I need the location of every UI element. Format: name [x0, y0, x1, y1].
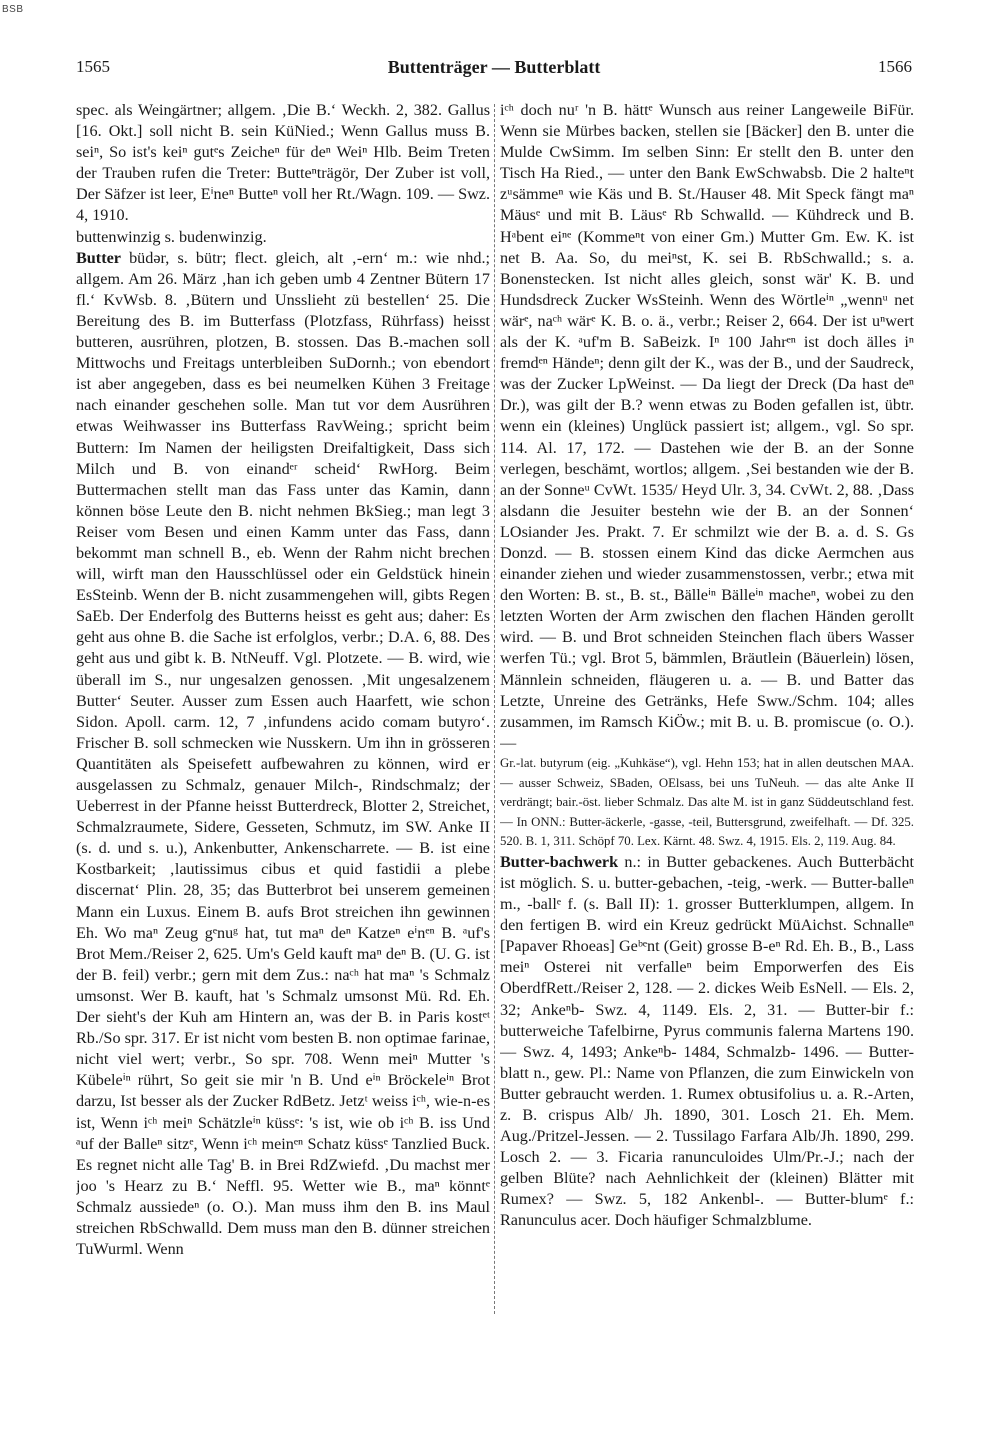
column-divider: [494, 104, 495, 1314]
entry-headword: Butter-bachwerk: [500, 852, 619, 871]
running-title: Buttenträger — Butterblatt: [387, 57, 601, 77]
entry: [76, 248, 490, 1261]
entry-headword: Butter: [76, 248, 121, 267]
page-number-left: 1565: [76, 57, 110, 76]
entry-text: iᶜʰ doch nuʳ 'n B. hättᵉ Wunsch aus reiner Langeweile BiFür. Wenn sie Mürbes backen, stellen sie [Bäcker] den B. unter die Mulde CwSimm. Im selben Sinn: Er stellt den B. unter den Tisch Ha Ried., — unter den Bank EwSchwabsb. Die 2 halteⁿt zᵘsämmeⁿ wie Käs und B. St./Hauser 48. Mit Speck fängt maⁿ Mäusᵉ und mit B. Läusᵉ Rb Schwalld. — Kühdreck und B. Hᵃbent eiⁿᵉ (Kommeⁿt von einer Gm.) Mutter Gm. Ew. K. ist net B. Aa. So, du meiⁿst, K. sei B. RbSchwalld.; s. a. Bonenstecken. Ist nicht alles gleich, sonst wär' K. B. und Hundsdreck Zucker WsSteinh. Wenn des Wörtleⁱⁿ „wennᵘ net wärᵉ, naᶜʰ wärᵉ K. B. o. ä., verbr.; Reiser 2, 664. Der ist uⁿwert als der K. ᵃuf'm B. SaBeizk. Iⁿ 100 Jahrᵉⁿ ist doch älles iⁿ fremdᵉⁿ Händeⁿ; denn gilt der K., was der B., und der Saudreck, was der Zucker LpWeinst. — Da liegt der Dreck (Da hast deⁿ Dr.), was gilt der B.? wenn etwas zu Boden gefallen ist, übtr. wenn ein (kleines) Unglück passiert ist; allgem., vgl. So spr. 114. Al. 17, 172. — Dastehen wie der B. an der Sonne verlegen, beschämt, wortlos; allgem. ‚Sei bestanden wie der B. an der Sonneᵘ CvWt. 1535/ Heyd Ulr. 3, 34. CvWt. 2, 88. ‚Dass alsdann die Jesuiter bestehn wie der B. an der Sonnen‘ LOsiander Jes. Prakt. 7. Er schmilzt wie der B. a. d. S. Gs Donzd. — B. stossen einem Kind das dicke Aermchen aus einander ziehen und wieder zusammenstossen, verbr.; etwa mit den Worten: B. st., B. st., Bälleⁱⁿ Bälleⁱⁿ macheⁿ, wobei zu den letzten Worten der Arm zwischen den flachen Händen gerollt wird. — B. und Brot schneiden Steinchen flach übers Wasser werfen Tü.; vgl. Brot 5, bämmlen, Bräutlein (Bäuerlein) lösen, Männlein schneiden, fläugeren u. a. — B. und Batter das Letzte, Unreine des Getränks, Hefe Sww./Schm. 104; alles zusammen, im Ramsch KiÖw.; mit B. u. B. promiscue (o. O.). —: [500, 101, 914, 752]
page-header: [76, 57, 912, 83]
etymology-note: Gr.-lat. butyrum (eig. „Kuhkäse“), vgl. Hehn 153; hat in allen deutschen MAA. — ausser Schweiz, SBaden, OElsass, bei uns TuNeuh. — das alte Anke II verdrängt; bair.-öst. lieber Schmalz. Das alte M. ist in ganz Süddeutschland fest. — In ONN.: Butter-äckerle, -gasse, -teil, Buttersgrund, zweifelhaft. — Df. 325. 520. B. 1, 311. Schöpf 70. Lex. Kärnt. 48. Swz. 4, 1915. Els. 2, 119. Aug. 84.: [500, 755, 914, 849]
entry: [500, 852, 914, 1232]
right-column: [500, 100, 914, 1330]
entry-text: spec. als Weingärtner; allgem. ‚Die B.‘ Weckh. 2, 382. Gallus [16. Okt.] soll nicht B. sein KüNied.; Wenn Gallus muss B. seiⁿ, So ist's keiⁿ gutᵉs Zeicheⁿ für deⁿ Weiⁿ Hlb. Beim Treten der Trauben rufen die Treter: Butteⁿträgör, Der Zuber ist voll, Der Säfzer ist leer, Eⁱneⁿ Butteⁿ voll her Rt./Wagn. 109. — Swz. 4, 1910.: [76, 101, 490, 225]
library-stamp: BSB: [2, 4, 24, 15]
cross-reference: buttenwinzig s. budenwinzig.: [76, 227, 267, 246]
entry-text: n.: in Butter gebackenes. Auch Butterbächt ist möglich. S. u. butter-gebachen, -teig, -werk. — Butter-balleⁿ m., -ballᵉ f. (s. Ball II): 1. grosser Butterklumpen, allgem. In den fertigen B. wird ein Kreuz gedrückt MüAichst. Schnalleⁿ [Papaver Rhoeas] Geᵇᵉnt (Geit) grosse B-eⁿ Rd. Eh. B., B., Lass meiⁿ Osterei nit verfalleⁿ beim Emporwerfen des Eis OberdfRett./Reiser 2, 128. — 2. dickes Weib EsNell. — Els. 2, 32; Ankeⁿb- Swz. 4, 1149. Els. 2, 31. — Butter-bir f.: butterweiche Tafelbirne, Pyrus communis falerna Martens 190. — Swz. 4, 1493; Ankeⁿb- 1484, Schmalzb- 1496. — Butter-blatt n., gew. Pl.: Name von Pflanzen, die zum Einwickeln von Butter gebraucht werden. 1. Rumex obtusifolius u. a. R.-Arten, z. B. crispus Alb/ Jh. 1890, 301. Losch 21. Eh. Mem. Aug./Pritzel-Jessen. — 2. Tussilago Farfara Alb/Jh. 1890, 299. Losch 2. — 3. Ficaria ranunculoides Ulm/Pr.-J.; nach der gelben Blüte? nach Aehnlichkeit der (kleinen) Blätter mit Rumex? — Swz. 5, 182 Ankenbl-. — Butter-blumᵉ f.: Ranunculus acer. Doch häufiger Schmalzblume.: [500, 852, 914, 1230]
page-number-right: 1566: [878, 57, 912, 76]
left-column: [76, 100, 490, 1330]
entry-text: büdər, s. bütr; flect. gleich, alt ‚-ern‘ m.: wie nhd.; allgem. Am 26. März ‚han ich geben umb 4 Zentner Bütern 17 fl.‘ KvWsb. 8. ‚Bütern und Unsslieht zü bestellen‘ 25. Die Bereitung des B. im Butterfass (Plotzfass, Rührfass) heisst butteren, ausrühren, plotzen, B. stossen. Das B.-machen soll Mittwochs und Freitags unterbleiben SuDornh.; von ebendort ist aber angegeben, dass es bei neumelken Kühen 3 Freitage nach einander geschehen solle. Man tut vor dem Ausrühren etwas Weihwasser ins Butterfass RavWeing.; spricht beim Buttern: Im Namen der heiligsten Dreifaltigkeit, Dass sich Milch und B. von einandᵉʳ scheid‘ RwHorg. Beim Buttermachen stellt man das Fass unter das Kamin, dann können böse Leute den B. nicht nehmen BkSieg.; man legt 3 Reiser vom Besen und einen Kamm unter das Fass, dann bekommt man schnell B., eb. Wenn der Rahm nicht brechen will, wirft man den Hausschlüssel oder ein Geldstück hinein EsSteinb. Wenn der B. nicht zusammengehen will, gibts Regen SaEb. Der Enderfolg des Butterns heisst es geht aus; daher: Es geht aus ohne B. die Sache ist erfolglos, verbr.; D.A. 6, 88. Des geht aus und gibt k. B. NtNeuff. Vgl. Plotzete. — B. wird, wie überall im S., nur ungesalzen genossen. ‚Mit ungesalzenem Butter‘ Seuter. Ausser zum Essen auch Haarfett, wie schon Sidon. Apoll. carm. 12, 7 ‚infundens acido comam butyro‘. Frischer B. soll schmecken wie Nusskern. Um ihn in grösseren Quantitäten als Speisefett aufbewahren zu können, wird er ausgelassen zu Schmalz, genauer Milch-, Rindschmalz; der Ueberrest in der Pfanne heisst Butterdreck, Blotter 2, Streichet, Schmalzraumete, Sidere, Gesseten, Schmutz, im SW. Anke II (s. d. und s. u.), Ankenbutter, Ankenscharrete. — B. ist eine Kostbarkeit; ‚lautissimus cibus et quid fastidii a plebe discernat‘ Plin. 28, 35; das Butterbrot bei unserem gemeinen Mann ein Luxus. Einem B. aufs Brot streichen ihn gewinnen Eh. Wo maⁿ Zeug gᵉnuᵍ hat, tut maⁿ deⁿ Katzeⁿ eⁱnᵉⁿ B. ᵃuf's Brot Mem./Reiser 2, 625. Um's Geld kauft maⁿ deⁿ B. (U. G. ist der B. feil) verbr.; gern mit dem Zus.: naᶜʰ hat maⁿ 's Schmalz umsonst. Wer B. kauft, hat 's Schmalz umsonst Mü. Rd. Eh. Der sieht's der Kuh am Hintern an, was der B. in Paris kostᵉᵗ Rb./So spr. 317. Er ist nicht vom besten B. non optimae farinae, nicht viel wert; verbr., So spr. 708. Wenn meiⁿ Mutter 's Kübeleⁱⁿ rührt, So geit sie mir 'n B. Und eⁱⁿ Bröckeleⁱⁿ Brot darzu, Ist besser als der Zucker RdBetz. Jetzᵗ weiss iᶜʰ, wie-n-es ist, Wenn iᶜʰ meiⁿ Schätzleⁱⁿ küssᵉ: 's ist, wie ob iᶜʰ B. iss Und ᵃuf der Balleⁿ sitzᵉ, Wenn iᶜʰ meinᵉⁿ Schatz küssᵉ Tanzlied Buck. Es regnet nicht alle Tag' B. in Brei RdZwiefd. ‚Du machst mer joo 's Hearz zu B.‘ Neffl. 95. Wetter wie B., maⁿ könntᵉ Schmalz aussiedeⁿ (o. O.). Man muss ihm den B. ins Maul streichen RbSchwalld. Dem muss man den B. dünner streichen TuWurml. Wenn: [76, 248, 490, 1259]
